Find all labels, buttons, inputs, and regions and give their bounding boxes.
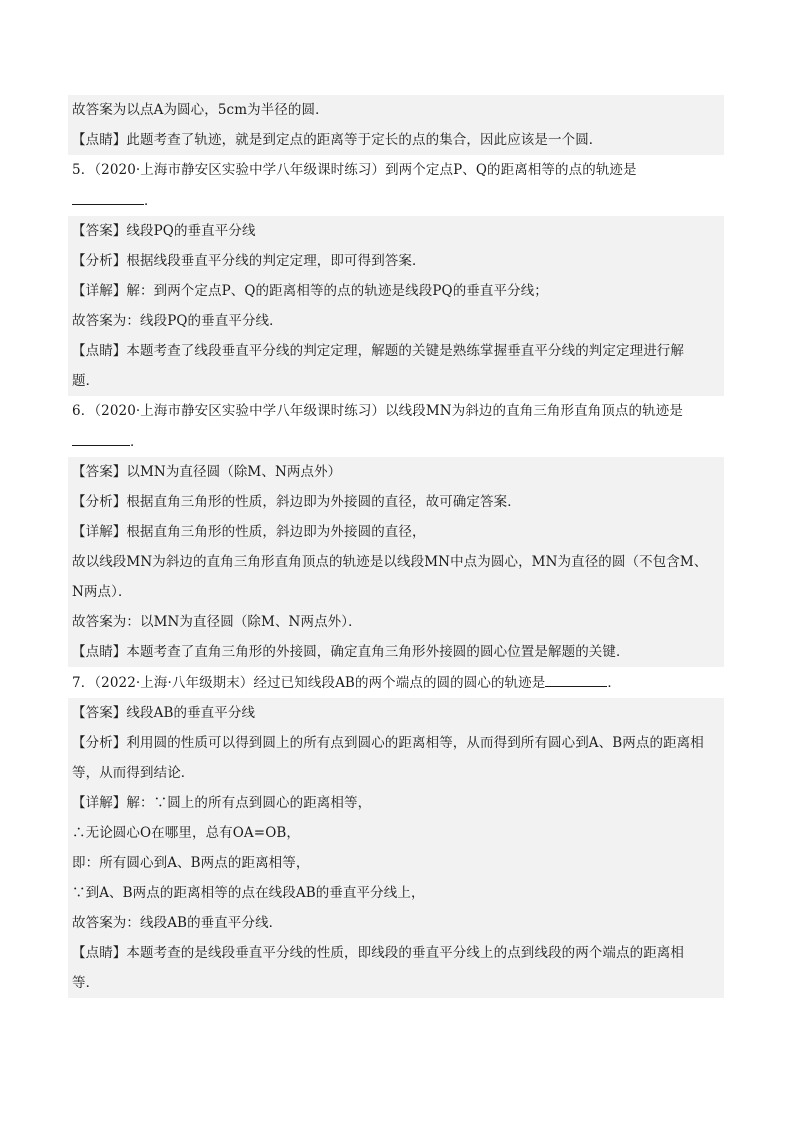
period-text: ． [144, 193, 158, 209]
comment-line [68, 938, 724, 968]
line-text: 故答案为：线段PQ的垂直平分线． [72, 313, 283, 329]
line-text: 故答案为：线段AB的垂直平分线． [72, 915, 283, 931]
answer-line [68, 95, 724, 125]
line-text: 故以线段MN为斜边的直角三角形直角顶点的轨迹是以线段MN中点为圆心，MN为直径的圆（不包含M、 [72, 554, 708, 570]
line-text: N两点）． [72, 584, 132, 600]
analysis-line [68, 758, 724, 788]
period-text: ． [130, 434, 144, 450]
comment-line [68, 637, 724, 667]
line-text: 【点睛】本题考查的是线段垂直平分线的性质，即线段的垂直平分线上的点到线段的两个端点的距离相 [72, 945, 684, 961]
line-text: 【点睛】此题考查了轨迹，就是到定点的距离等于定长的点的集合，因此应该是一个圆． [72, 132, 603, 148]
document-content [68, 95, 724, 998]
question-text: 6．（2020·上海市静安区实验中学八年级课时练习）以线段MN为斜边的直角三角形直角顶点的轨迹是 [72, 403, 683, 419]
line-text: 题． [72, 373, 100, 389]
line-text: 【答案】线段AB的垂直平分线 [72, 705, 256, 721]
analysis-line [68, 246, 724, 276]
question-6-blank-line [68, 426, 724, 457]
line-text: 【详解】解：∵圆上的所有点到圆心的距离相等， [72, 795, 372, 811]
line-text: 等． [72, 975, 100, 991]
line-text: 【分析】根据直角三角形的性质，斜边即为外接圆的直径，故可确定答案． [72, 494, 521, 510]
question-5-blank-line [68, 185, 724, 216]
detail-line [68, 788, 724, 818]
detail-line [68, 878, 724, 908]
comment-line [68, 125, 724, 155]
line-text: 【分析】利用圆的性质可以得到圆上的所有点到圆心的距离相等，从而得到所有圆心到A、B两点的距离相 [72, 735, 704, 751]
detail-line [68, 276, 724, 306]
line-text: ∴无论圆心O在哪里，总有OA=OB， [72, 825, 300, 841]
question-7 [68, 667, 724, 698]
line-text: 【分析】根据线段垂直平分线的判定定理，即可得到答案． [72, 253, 426, 269]
line-text: ∵到A、B两点的距离相等的点在线段AB的垂直平分线上， [72, 885, 425, 901]
detail-line [68, 547, 724, 577]
line-text: 【答案】以MN为直径圆（除M、N两点外） [72, 464, 342, 480]
line-text: 【详解】解：到两个定点P、Q的距离相等的点的轨迹是线段PQ的垂直平分线； [72, 283, 548, 299]
analysis-line [68, 487, 724, 517]
line-text: 【点睛】本题考查了线段垂直平分线的判定定理，解题的关键是熟练掌握垂直平分线的判定定理进行解 [72, 343, 684, 359]
comment-line [68, 968, 724, 998]
period-text: ． [607, 675, 621, 691]
detail-line [68, 848, 724, 878]
line-text: 【详解】根据直角三角形的性质，斜边即为外接圆的直径， [72, 524, 426, 540]
question-5 [68, 155, 724, 185]
detail-line [68, 577, 724, 607]
answer-blank [545, 672, 607, 687]
answer-line [68, 216, 724, 246]
answer-blank [72, 431, 130, 446]
answer-line [68, 457, 724, 487]
line-text: 即：所有圆心到A、B两点的距离相等， [72, 855, 310, 871]
detail-line [68, 306, 724, 336]
analysis-line [68, 728, 724, 758]
line-text: 【答案】线段PQ的垂直平分线 [72, 223, 256, 239]
question-6 [68, 396, 724, 426]
line-text: 故答案为以点A为圆心，5cm为半径的圆． [72, 102, 329, 118]
answer-line [68, 698, 724, 728]
detail-line [68, 908, 724, 938]
answer-blank [72, 190, 144, 205]
question-text: 5．（2020·上海市静安区实验中学八年级课时练习）到两个定点P、Q的距离相等的点的轨迹是 [72, 162, 637, 178]
detail-line [68, 607, 724, 637]
comment-line [68, 366, 724, 396]
detail-line [68, 818, 724, 848]
detail-line [68, 517, 724, 547]
line-text: 故答案为：以MN为直径圆（除M、N两点外）． [72, 614, 362, 630]
comment-line [68, 336, 724, 366]
question-text: 7．（2022·上海·八年级期末）经过已知线段AB的两个端点的圆的圆心的轨迹是 [72, 675, 546, 691]
line-text: 【点睛】本题考查了直角三角形的外接圆，确定直角三角形外接圆的圆心位置是解题的关键． [72, 644, 630, 660]
line-text: 等，从而得到结论． [72, 765, 195, 781]
